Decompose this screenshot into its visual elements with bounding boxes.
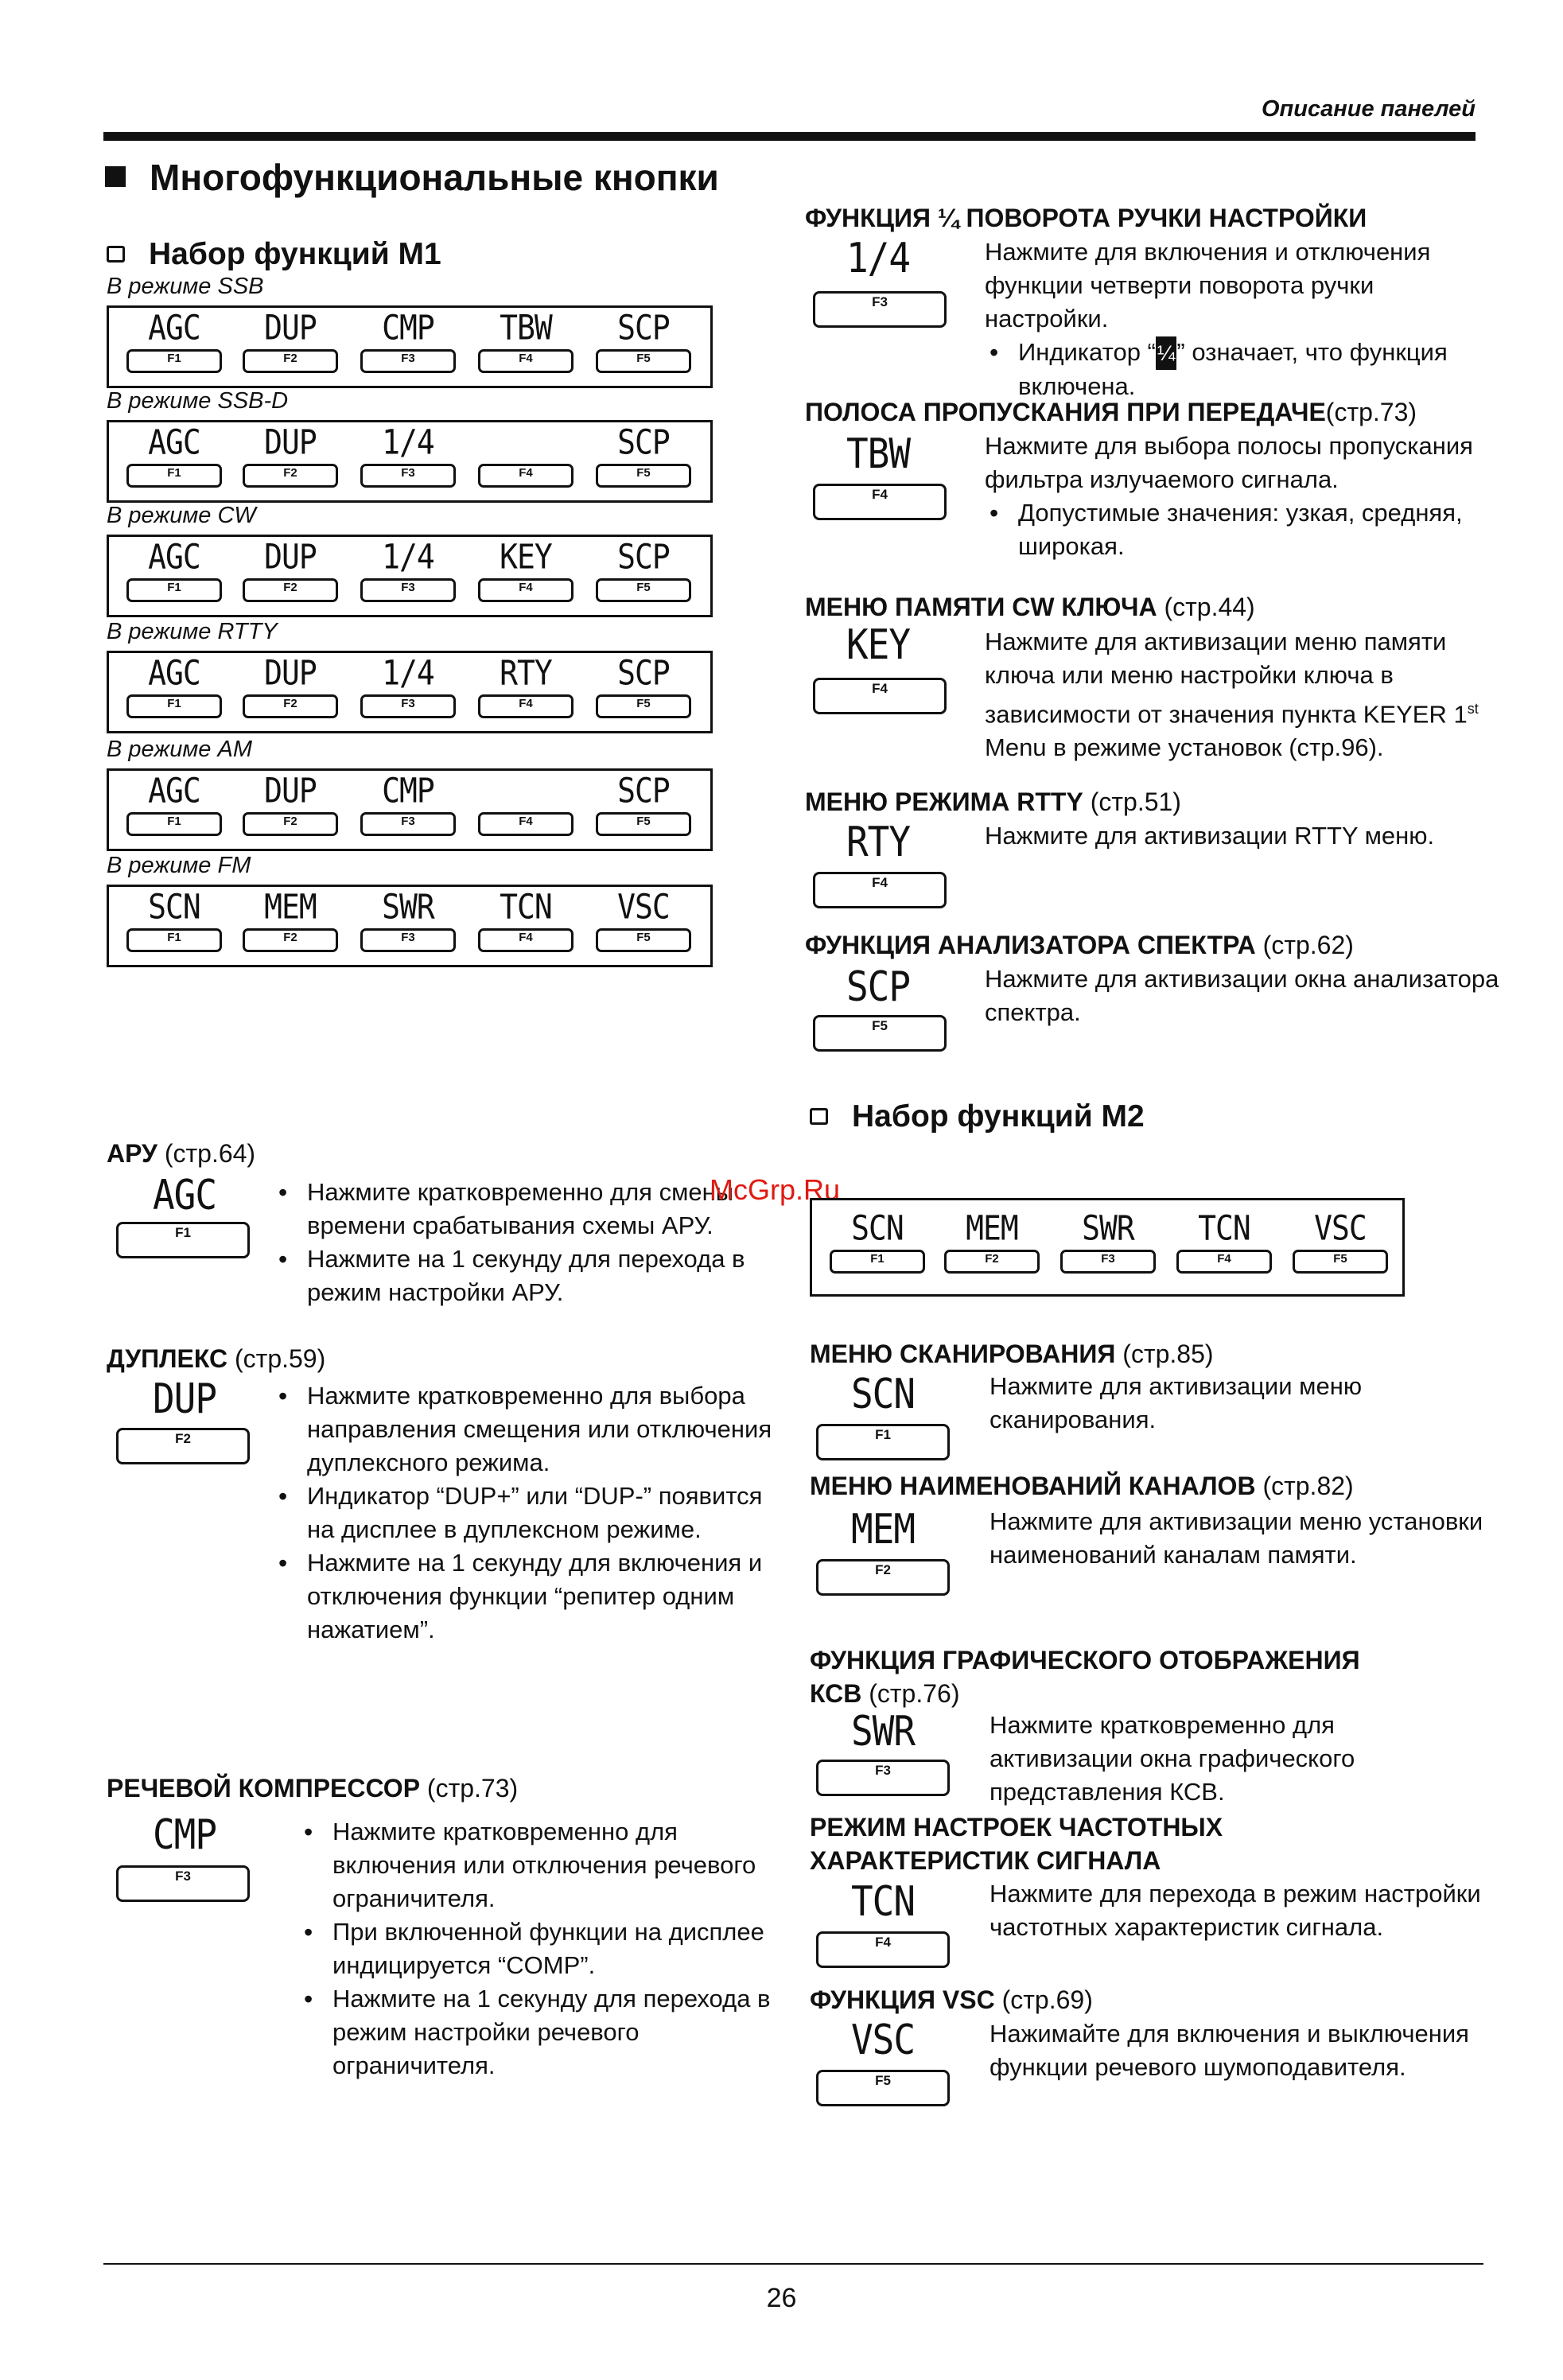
dup-f2-key[interactable]: F2: [116, 1428, 250, 1464]
m1-title-text: Набор функций М1: [149, 237, 441, 271]
function-key-slot: [475, 308, 577, 373]
tcn-text: Нажмите для перехода в режим настройки частотных характеристик сигнала.: [990, 1880, 1481, 1941]
vsc-heading: ФУНКЦИЯ VSC (стр.69): [810, 1985, 1093, 2014]
key-lcd-label: KEY: [846, 620, 911, 669]
dup-bullet-3: • Нажмите на 1 секунду для включения и отключения функции “репитер одним нажатием”.: [277, 1546, 786, 1647]
lcd-label: SWR: [382, 887, 434, 927]
function-key-label: F2: [283, 815, 297, 828]
vsc-text: Нажимайте для включения и выключения функции речевого шумоподавителя.: [990, 2020, 1469, 2081]
function-key-slot: [123, 537, 225, 602]
tbw-lcd-label: TBW: [846, 429, 911, 478]
function-key-label: F1: [167, 352, 181, 365]
function-key-slot: [593, 771, 694, 836]
function-key-slot: [475, 887, 577, 952]
mode-key-panel: [107, 305, 713, 388]
function-key-slot: [593, 422, 694, 488]
m2-function-key-slot: [1289, 1208, 1391, 1274]
function-key-label: F4: [519, 466, 533, 480]
lcd-label: [475, 423, 577, 462]
function-key-f3[interactable]: [360, 349, 456, 373]
dup-lcd-label: DUP: [152, 1374, 217, 1423]
box-bullet-icon: [107, 246, 125, 262]
function-key-f3[interactable]: [360, 464, 456, 488]
scp-text: Нажмите для активизации окна анализатора спектра.: [985, 965, 1499, 1026]
quarter-description: [985, 235, 1502, 403]
lcd-label: AGC: [148, 308, 200, 348]
tbw-description: [985, 430, 1502, 563]
key-text: Нажмите для активизации меню памяти ключа или меню настройки ключа в зависимости от значения пункта KEYER 1st Menu в режиме установок (стр.96).: [985, 628, 1479, 762]
m2-function-key-slot: [941, 1208, 1043, 1274]
function-key-label: F4: [519, 931, 533, 944]
mode-key-panel: [107, 535, 713, 617]
m2-function-key-slot: [826, 1208, 928, 1274]
dup-bullet-2: • Индикатор “DUP+” или “DUP-” появится на дисплее в дуплексном режиме.: [277, 1480, 786, 1546]
function-key-slot: [123, 771, 225, 836]
m1-title: [107, 237, 441, 272]
function-key-label: F4: [519, 815, 533, 828]
function-key-label: F4: [1217, 1252, 1231, 1266]
cmp-f3-key[interactable]: F3: [116, 1865, 250, 1902]
function-key-label: F1: [870, 1252, 885, 1266]
lcd-label: 1/4: [382, 422, 434, 462]
cmp-lcd-label: CMP: [152, 1810, 217, 1859]
function-key-label: F1: [167, 815, 181, 828]
lcd-label: VSC: [1314, 1208, 1367, 1248]
scp-lcd-label: SCP: [846, 962, 911, 1011]
cmp-bullet-1: • Нажмите кратковременно для включения или отключения речевого ограничителя.: [302, 1815, 786, 1915]
dup-bullet-1: • Нажмите кратковременно для выбора направления смещения или отключения дуплексного режима.: [277, 1379, 786, 1480]
function-key-f4[interactable]: [478, 578, 573, 602]
function-key-label: F5: [636, 466, 651, 480]
swr-description: [990, 1709, 1483, 1809]
function-key-slot: [357, 653, 459, 718]
function-key-slot: [239, 422, 341, 488]
function-key-slot: [123, 422, 225, 488]
m2-panel: [810, 1198, 1405, 1297]
function-key-slot: [475, 426, 577, 488]
scn-text: Нажмите для активизации меню сканирования.: [990, 1372, 1363, 1433]
lcd-label: 1/4: [382, 653, 434, 693]
scn-f1-key[interactable]: F1: [816, 1424, 950, 1460]
lcd-label: SWR: [1082, 1208, 1134, 1248]
mode-label: В режиме CW: [107, 503, 256, 528]
function-key-label: F1: [167, 581, 181, 594]
function-key-label: F2: [283, 581, 297, 594]
function-key-label: F5: [636, 815, 651, 828]
mode-label: В режиме SSB-D: [107, 388, 289, 414]
section-header: Описание панелей: [1261, 96, 1476, 122]
function-key-f5[interactable]: [596, 694, 691, 718]
function-key-label: F1: [167, 931, 181, 944]
lcd-label: KEY: [500, 537, 552, 577]
lcd-label: [475, 772, 577, 811]
lcd-label: SCN: [851, 1208, 904, 1248]
lcd-label: DUP: [264, 653, 317, 693]
quarter-heading: ФУНКЦИЯ ¼ ПОВОРОТА РУЧКИ НАСТРОЙКИ: [805, 204, 1367, 232]
function-key-f5[interactable]: [596, 578, 691, 602]
cmp-bullet-2: • При включенной функции на дисплее индицируется “COMP”.: [302, 1915, 786, 1982]
function-key-label: F2: [985, 1252, 999, 1266]
main-title-text: Многофункциональные кнопки: [150, 157, 719, 198]
lcd-label: SCP: [617, 537, 670, 577]
rty-lcd-label: RTY: [846, 817, 911, 866]
function-key-f3[interactable]: [360, 928, 456, 952]
tcn-description: [990, 1877, 1507, 1944]
function-key-label: F5: [636, 581, 651, 594]
function-key-slot: [357, 308, 459, 373]
function-key-label: F4: [519, 697, 533, 710]
agc-lcd-label: AGC: [152, 1170, 217, 1219]
dup-description: [277, 1379, 786, 1647]
function-key-f5[interactable]: [596, 812, 691, 836]
function-key-f2[interactable]: [243, 812, 338, 836]
function-key-f2[interactable]: [243, 694, 338, 718]
function-key-f5[interactable]: [596, 349, 691, 373]
tbw-f4-key[interactable]: F4: [813, 484, 947, 520]
function-key-label: F3: [401, 697, 415, 710]
lcd-label: TBW: [500, 308, 552, 348]
lcd-label: TCN: [500, 887, 552, 927]
dup-heading: ДУПЛЕКС (стр.59): [107, 1344, 326, 1373]
function-key-f2[interactable]: [243, 928, 338, 952]
lcd-label: DUP: [264, 308, 317, 348]
function-key-slot: [593, 887, 694, 952]
function-key-slot: [475, 774, 577, 836]
lcd-label: SCP: [617, 771, 670, 811]
mode-label: В режиме AM: [107, 737, 252, 762]
function-key-label: F4: [519, 352, 533, 365]
vsc-f5-key[interactable]: F5: [816, 2070, 950, 2106]
lcd-label: SCP: [617, 653, 670, 693]
mode-key-panel: [107, 885, 713, 967]
function-key-f2[interactable]: [243, 464, 338, 488]
function-key-slot: [593, 653, 694, 718]
function-key-slot: [123, 308, 225, 373]
vsc-lcd-label: VSC: [850, 2015, 916, 2064]
function-key-slot: [123, 653, 225, 718]
tcn-f4-key[interactable]: F4: [816, 1931, 950, 1968]
function-key-f2[interactable]: [944, 1250, 1040, 1274]
mode-label: В режиме RTTY: [107, 619, 278, 644]
lcd-label: 1/4: [382, 537, 434, 577]
function-key-f1[interactable]: [126, 928, 222, 952]
agc-bullet-1: • Нажмите кратковременно для смены времени срабатывания схемы АРУ.: [277, 1176, 786, 1242]
function-key-f1[interactable]: [126, 694, 222, 718]
function-key-slot: [475, 653, 577, 718]
scn-heading: МЕНЮ СКАНИРОВАНИЯ (стр.85): [810, 1340, 1214, 1368]
function-key-label: F2: [283, 466, 297, 480]
function-key-f2[interactable]: [243, 578, 338, 602]
function-key-f1[interactable]: [126, 349, 222, 373]
function-key-f1[interactable]: [126, 464, 222, 488]
vsc-description: [990, 2017, 1499, 2084]
tbw-text: Нажмите для выбора полосы пропускания фильтра излучаемого сигнала.: [985, 432, 1473, 493]
function-key-label: F2: [283, 352, 297, 365]
lcd-label: AGC: [148, 537, 200, 577]
mem-f2-key[interactable]: F2: [816, 1559, 950, 1596]
box-bullet-icon: [810, 1108, 828, 1125]
function-key-label: F4: [519, 581, 533, 594]
lcd-label: TCN: [1198, 1208, 1250, 1248]
mode-label: В режиме FM: [107, 853, 251, 878]
tbw-bullet: • Допустимые значения: узкая, средняя, широкая.: [988, 496, 1502, 563]
function-key-label: F5: [636, 697, 651, 710]
function-key-slot: [357, 771, 459, 836]
function-key-f4[interactable]: [478, 928, 573, 952]
key-description: [985, 625, 1502, 764]
function-key-f2[interactable]: [243, 349, 338, 373]
lcd-label: AGC: [148, 771, 200, 811]
lcd-label: RTY: [500, 653, 552, 693]
mem-description: [990, 1505, 1507, 1572]
function-key-f4[interactable]: [1176, 1250, 1272, 1274]
tcn-heading: РЕЖИМ НАСТРОЕК ЧАСТОТНЫХ ХАРАКТЕРИСТИК СИГНАЛА: [810, 1813, 1223, 1875]
function-key-slot: [239, 308, 341, 373]
scp-f5-key[interactable]: F5: [813, 1015, 947, 1052]
swr-lcd-label: SWR: [850, 1706, 916, 1756]
lcd-label: DUP: [264, 422, 317, 462]
function-key-slot: [239, 887, 341, 952]
header-rule: [103, 132, 1476, 141]
function-key-f3[interactable]: [1060, 1250, 1156, 1274]
lcd-label: MEM: [264, 887, 317, 927]
mode-key-panel: [107, 768, 713, 851]
function-key-f3[interactable]: [360, 694, 456, 718]
function-key-label: F3: [401, 931, 415, 944]
page-number: 26: [766, 2283, 797, 2313]
function-key-label: F3: [401, 352, 415, 365]
swr-text: Нажмите кратковременно для активизации окна графического представления КСВ.: [990, 1711, 1355, 1806]
mem-lcd-label: MEM: [850, 1504, 916, 1554]
function-key-label: F5: [636, 352, 651, 365]
function-key-slot: [593, 308, 694, 373]
square-bullet-icon: [105, 166, 126, 187]
function-key-f4[interactable]: [478, 464, 573, 488]
scp-description: [985, 962, 1502, 1029]
main-title: [105, 156, 719, 199]
rty-description: [985, 819, 1462, 853]
function-key-f3[interactable]: [360, 578, 456, 602]
m2-function-key-slot: [1057, 1208, 1159, 1274]
function-key-label: F3: [1101, 1252, 1115, 1266]
mem-text: Нажмите для активизации меню установки наименований каналам памяти.: [990, 1507, 1483, 1569]
lcd-label: SCP: [617, 308, 670, 348]
scp-heading: ФУНКЦИЯ АНАЛИЗАТОРА СПЕКТРА (стр.62): [805, 931, 1354, 959]
function-key-label: F3: [401, 815, 415, 828]
lcd-label: SCN: [148, 887, 200, 927]
cmp-bullet-3: • Нажмите на 1 секунду для перехода в режим настройки речевого ограничителя.: [302, 1982, 786, 2082]
scn-description: [990, 1370, 1467, 1437]
lcd-label: CMP: [382, 308, 434, 348]
mode-label: В режиме SSB: [107, 274, 264, 299]
quarter-bullet: • Индикатор “¼” означает, что функция включена.: [988, 336, 1502, 403]
watermark: McGrp.Ru: [710, 1173, 841, 1206]
quarter-f3-key[interactable]: F3: [813, 291, 947, 328]
rty-f4-key[interactable]: F4: [813, 872, 947, 908]
mem-heading: МЕНЮ НАИМЕНОВАНИЙ КАНАЛОВ (стр.82): [810, 1472, 1354, 1500]
function-key-slot: [593, 537, 694, 602]
m2-function-key-slot: [1173, 1208, 1275, 1274]
tcn-lcd-label: TCN: [850, 1876, 916, 1926]
footer-rule: [103, 2263, 1483, 2265]
key-heading: МЕНЮ ПАМЯТИ CW КЛЮЧА (стр.44): [805, 593, 1255, 621]
function-key-label: F1: [167, 466, 181, 480]
agc-heading: АРУ (стр.64): [107, 1139, 256, 1168]
function-key-label: F1: [167, 697, 181, 710]
rty-heading: МЕНЮ РЕЖИМА RTTY (стр.51): [805, 788, 1181, 816]
function-key-f4[interactable]: [478, 349, 573, 373]
lcd-label: AGC: [148, 653, 200, 693]
function-key-label: F3: [401, 466, 415, 480]
lcd-label: DUP: [264, 537, 317, 577]
rty-text: Нажмите для активизации RTTY меню.: [985, 822, 1435, 850]
m2-title-text: Набор функций М2: [852, 1099, 1145, 1134]
function-key-slot: [239, 537, 341, 602]
function-key-f1[interactable]: [126, 578, 222, 602]
lcd-label: DUP: [264, 771, 317, 811]
function-key-slot: [357, 422, 459, 488]
lcd-label: SCP: [617, 422, 670, 462]
lcd-label: CMP: [382, 771, 434, 811]
quarter-text: Нажмите для включения и отключения функции четверти поворота ручки настройки.: [985, 238, 1431, 332]
cmp-heading: РЕЧЕВОЙ КОМПРЕССОР (стр.73): [107, 1774, 519, 1802]
scn-lcd-label: SCN: [850, 1369, 916, 1418]
function-key-slot: [475, 537, 577, 602]
mode-key-panel: [107, 651, 713, 733]
mode-key-panel: [107, 420, 713, 503]
tbw-heading: ПОЛОСА ПРОПУСКАНИЯ ПРИ ПЕРЕДАЧЕ(стр.73): [805, 398, 1417, 426]
quarter-indicator-icon: ¼: [1156, 336, 1177, 370]
function-key-f1[interactable]: [126, 812, 222, 836]
function-key-label: F2: [283, 931, 297, 944]
key-f4-key[interactable]: F4: [813, 678, 947, 714]
function-key-label: F5: [1333, 1252, 1347, 1266]
swr-heading: ФУНКЦИЯ ГРАФИЧЕСКОГО ОТОБРАЖЕНИЯ КСВ (стр.76): [810, 1646, 1360, 1708]
function-key-slot: [123, 887, 225, 952]
function-key-slot: [357, 887, 459, 952]
function-key-f4[interactable]: [478, 812, 573, 836]
function-key-f5[interactable]: [596, 464, 691, 488]
function-key-f1[interactable]: [830, 1250, 925, 1274]
function-key-slot: [357, 537, 459, 602]
cmp-description: [277, 1815, 786, 2082]
function-key-f5[interactable]: [1293, 1250, 1388, 1274]
function-key-label: F2: [283, 697, 297, 710]
lcd-label: VSC: [617, 887, 670, 927]
agc-bullet-2: • Нажмите на 1 секунду для перехода в режим настройки АРУ.: [277, 1242, 786, 1309]
function-key-f4[interactable]: [478, 694, 573, 718]
quarter-lcd-label: 1/4: [846, 233, 911, 282]
agc-f1-key[interactable]: F1: [116, 1222, 250, 1258]
function-key-f5[interactable]: [596, 928, 691, 952]
swr-f3-key[interactable]: F3: [816, 1760, 950, 1796]
m2-title: [810, 1099, 1145, 1134]
function-key-label: F3: [401, 581, 415, 594]
lcd-label: AGC: [148, 422, 200, 462]
function-key-label: F5: [636, 931, 651, 944]
function-key-slot: [239, 653, 341, 718]
function-key-f3[interactable]: [360, 812, 456, 836]
function-key-slot: [239, 771, 341, 836]
lcd-label: MEM: [966, 1208, 1018, 1248]
